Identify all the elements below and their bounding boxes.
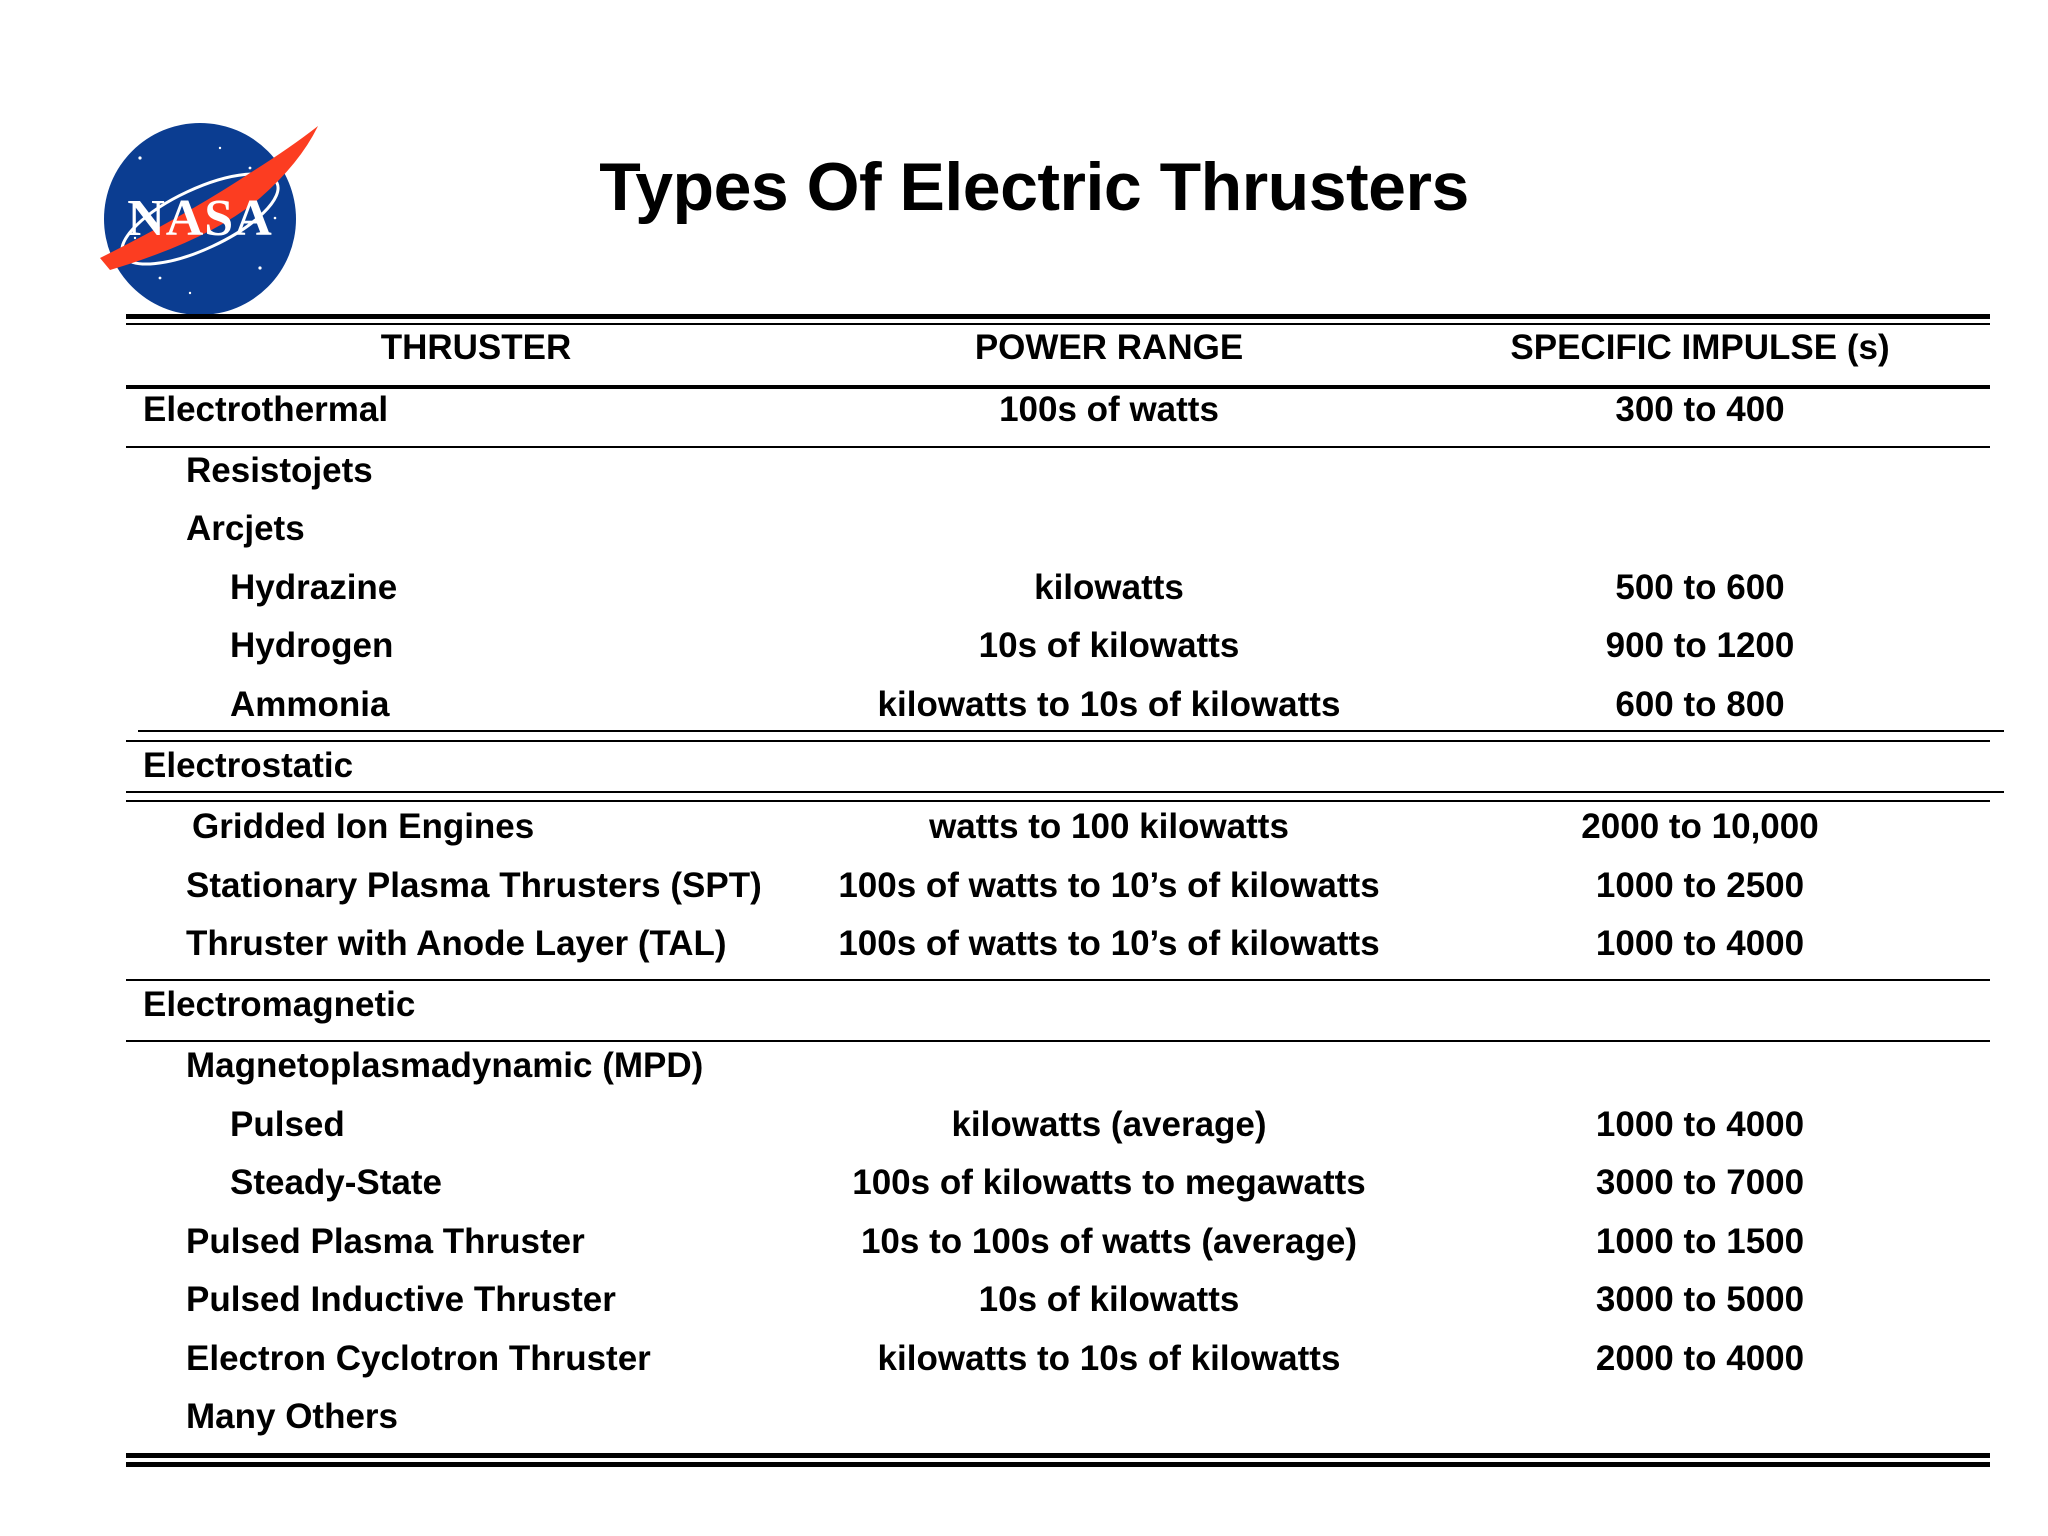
nasa-logo-text: NASA: [127, 190, 273, 247]
row-electron-cyclotron-power: kilowatts to 10s of kilowatts: [877, 1339, 1341, 1378]
electromagnetic-top-rule: [126, 979, 1990, 981]
header-power-range: POWER RANGE: [974, 328, 1244, 367]
row-tal-power: 100s of watts to 10’s of kilowatts: [838, 924, 1380, 963]
row-electrothermal-impulse: 300 to 400: [1615, 390, 1785, 429]
row-gridded-ion-engines-name: Gridded Ion Engines: [192, 807, 535, 846]
row-pulsed-plasma-impulse: 1000 to 1500: [1595, 1222, 1805, 1261]
row-pulsed-plasma-name: Pulsed Plasma Thruster: [186, 1222, 585, 1261]
row-pulsed-impulse: 1000 to 4000: [1595, 1105, 1805, 1144]
electrostatic-top-rule-2: [126, 740, 1990, 742]
table-bottom-rule-1: [126, 1453, 1990, 1458]
row-hydrazine-power: kilowatts: [1034, 568, 1184, 607]
slide-title: Types Of Electric Thrusters: [599, 149, 1469, 225]
row-pulsed-inductive-impulse: 3000 to 5000: [1595, 1280, 1805, 1319]
row-ammonia-impulse: 600 to 800: [1615, 685, 1785, 724]
row-hydrogen-name: Hydrogen: [230, 626, 394, 665]
row-electron-cyclotron-impulse: 2000 to 4000: [1595, 1339, 1805, 1378]
row-pulsed-inductive-power: 10s of kilowatts: [978, 1280, 1240, 1319]
row-tal-name: Thruster with Anode Layer (TAL): [186, 924, 727, 963]
header-thruster: THRUSTER: [380, 328, 572, 367]
row-hydrazine-name: Hydrazine: [230, 568, 398, 607]
row-steady-state-name: Steady-State: [230, 1163, 443, 1202]
row-spt-name: Stationary Plasma Thrusters (SPT): [186, 866, 762, 905]
row-electrothermal-name: Electrothermal: [143, 390, 389, 429]
row-spt-power: 100s of watts to 10’s of kilowatts: [838, 866, 1380, 905]
row-electromagnetic-name: Electromagnetic: [143, 985, 416, 1024]
row-ammonia-name: Ammonia: [230, 685, 390, 724]
electromagnetic-bottom-rule: [126, 1040, 1990, 1042]
electrostatic-bottom-rule-1: [126, 791, 2004, 793]
row-gridded-ion-engines-power: watts to 100 kilowatts: [929, 807, 1289, 846]
electrostatic-bottom-rule-2: [126, 800, 1990, 802]
header-specific-impulse: SPECIFIC IMPULSE (s): [1510, 328, 1890, 367]
row-electrothermal-power: 100s of watts: [999, 390, 1219, 429]
row-pulsed-power: kilowatts (average): [951, 1105, 1267, 1144]
row-resistojets-name: Resistojets: [186, 451, 373, 490]
table-top-rule-2: [126, 323, 1990, 325]
row-hydrazine-impulse: 500 to 600: [1615, 568, 1785, 607]
row-hydrogen-impulse: 900 to 1200: [1605, 626, 1795, 665]
row-steady-state-impulse: 3000 to 7000: [1595, 1163, 1805, 1202]
row-tal-impulse: 1000 to 4000: [1595, 924, 1805, 963]
row-ammonia-power: kilowatts to 10s of kilowatts: [877, 685, 1341, 724]
row-electron-cyclotron-name: Electron Cyclotron Thruster: [186, 1339, 651, 1378]
table-top-rule-1: [126, 314, 1990, 319]
electrothermal-rule: [126, 446, 1990, 448]
row-pulsed-inductive-name: Pulsed Inductive Thruster: [186, 1280, 616, 1319]
row-arcjets-name: Arcjets: [186, 509, 305, 548]
header-bottom-rule: [126, 385, 1990, 389]
row-mpd-name: Magnetoplasmadynamic (MPD): [186, 1046, 704, 1085]
row-electrostatic-name: Electrostatic: [143, 746, 354, 785]
row-gridded-ion-engines-impulse: 2000 to 10,000: [1581, 807, 1819, 846]
row-steady-state-power: 100s of kilowatts to megawatts: [852, 1163, 1366, 1202]
table-bottom-rule-2: [126, 1462, 1990, 1467]
row-pulsed-name: Pulsed: [230, 1105, 345, 1144]
row-spt-impulse: 1000 to 2500: [1595, 866, 1805, 905]
row-pulsed-plasma-power: 10s to 100s of watts (average): [860, 1222, 1358, 1261]
row-many-others-name: Many Others: [186, 1397, 398, 1436]
electrostatic-top-rule-1: [138, 730, 2004, 732]
row-hydrogen-power: 10s of kilowatts: [978, 626, 1240, 665]
